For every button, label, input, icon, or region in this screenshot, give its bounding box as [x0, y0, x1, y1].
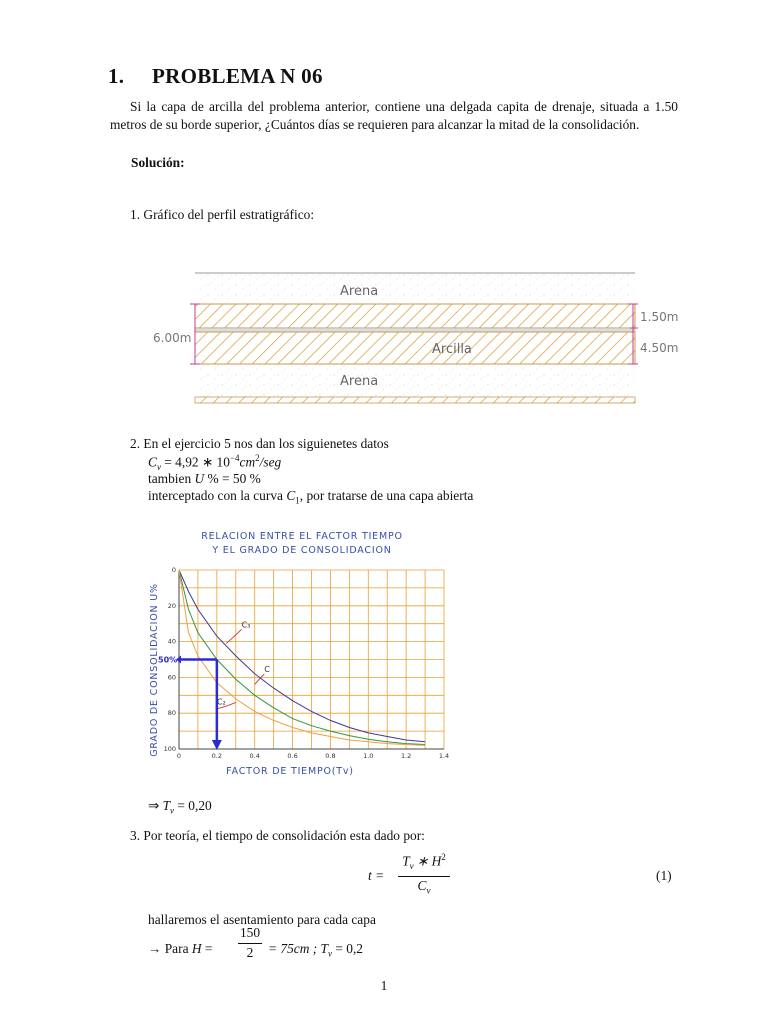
section-heading [108, 64, 323, 89]
y-tick-label: 0 [171, 566, 176, 574]
sand-layer-bottom [195, 365, 635, 397]
sand-layer-top [195, 274, 635, 303]
y-tick-label: 100 [163, 745, 176, 753]
step-2-number: 2. [130, 436, 141, 451]
para-h-line: → Para H = [148, 941, 213, 956]
intro-text: Si la capa de arcilla del problema anterior, contiene una delgada capita de drenaje, situada a 1.50 metros de su borde superior, ¿Cuántos días se requieren para alcanzar la mitad de la consolidación. [110, 99, 678, 132]
label-upper-thickness: 1.50m [640, 310, 679, 324]
para-h-numerator: 150 [239, 925, 261, 940]
x-tick-label: 0.8 [325, 752, 336, 760]
y-tick-label: 80 [167, 709, 176, 718]
asentamiento-line: hallaremos el asentamiento para cada capa [148, 912, 376, 927]
curve-label-c3: C₃ [241, 620, 251, 630]
x-tick-label: 0.6 [287, 752, 298, 760]
chart-y-label: GRADO DE CONSOLIDACION U% [149, 583, 160, 757]
solution-label: Solución: [131, 155, 185, 170]
curve-label-c2: C₂ [216, 697, 226, 707]
annotation-label: 50% [158, 655, 178, 665]
y-tick-label: 60 [167, 673, 176, 682]
stratigraphic-profile [150, 262, 690, 412]
equation-fraction-bar [398, 876, 450, 877]
step-3-text: Por teoría, el tiempo de consolidación esta dado por: [143, 828, 425, 843]
y-tick-label: 20 [167, 601, 176, 610]
step-1 [130, 207, 314, 223]
y-tick-label: 40 [167, 637, 176, 646]
label-arena-bottom: Arena [340, 374, 379, 389]
equation-number: (1) [656, 868, 672, 883]
clay-layer-upper [195, 304, 635, 328]
step-1-text: Gráfico del perfil estratigráfico: [143, 207, 315, 222]
u-value-line: tambien U % = 50 % [148, 471, 261, 486]
label-lower-thickness: 4.50m [640, 341, 679, 355]
step-2-text: En el ejercicio 5 nos dan los siguienetes datos [143, 436, 389, 451]
step-1-number: 1. [130, 207, 141, 222]
curve-leader [255, 674, 265, 685]
para-h-fraction-bar [238, 943, 262, 944]
curve-label-c1: C [264, 665, 270, 675]
step-2 [130, 436, 389, 452]
label-arcilla: Arcilla [432, 342, 472, 357]
label-arena-top: Arena [340, 284, 379, 299]
consolidation-chart [140, 522, 460, 782]
x-tick-label: 1.2 [400, 752, 412, 760]
x-tick-label: 0 [176, 752, 182, 760]
x-tick-label: 1.4 [438, 752, 450, 760]
step-3-number: 3. [130, 828, 141, 843]
step-3 [130, 828, 425, 844]
x-tick-label: 1.0 [363, 752, 374, 760]
chart-annotation [158, 656, 222, 751]
chart-title: RELACION ENTRE EL FACTOR TIEMPO [201, 531, 403, 542]
equation-lhs: t = [368, 868, 385, 883]
clay-layer-lower [195, 332, 635, 364]
equation-numerator: $T_v$ ∗ $H^2$ [402, 852, 446, 872]
label-total-thickness: 6.00m [153, 331, 192, 345]
chart-x-label: FACTOR DE TIEMPO(Tv) [226, 766, 354, 777]
result-line: ⇒ $T_v = 0,20$ [148, 798, 212, 816]
x-tick-label: 0.4 [249, 752, 260, 760]
equation-denominator: $C_v$ [417, 878, 431, 896]
profile-base [195, 397, 635, 403]
drainage-layer [195, 328, 635, 332]
cv-value-line: $C_v = 4,92$ ∗ $10^{-4}cm^2$/seg [148, 453, 282, 473]
section-number: 1. [108, 64, 125, 88]
section-title: PROBLEMA N 06 [152, 64, 323, 88]
para-h-result: = 75cm ; $T_v = 0,2$ [268, 941, 363, 959]
x-tick-label: 0.2 [211, 752, 223, 760]
chart-grid [179, 570, 444, 749]
para-h-denominator: 2 [246, 945, 254, 960]
page-number: 1 [380, 978, 388, 993]
intro-paragraph [110, 98, 678, 134]
intercept-line: interceptado con la curva $C_1$, por tratarse de una capa abierta [148, 488, 474, 506]
chart-subtitle: Y EL GRADO DE CONSOLIDACION [212, 545, 392, 556]
